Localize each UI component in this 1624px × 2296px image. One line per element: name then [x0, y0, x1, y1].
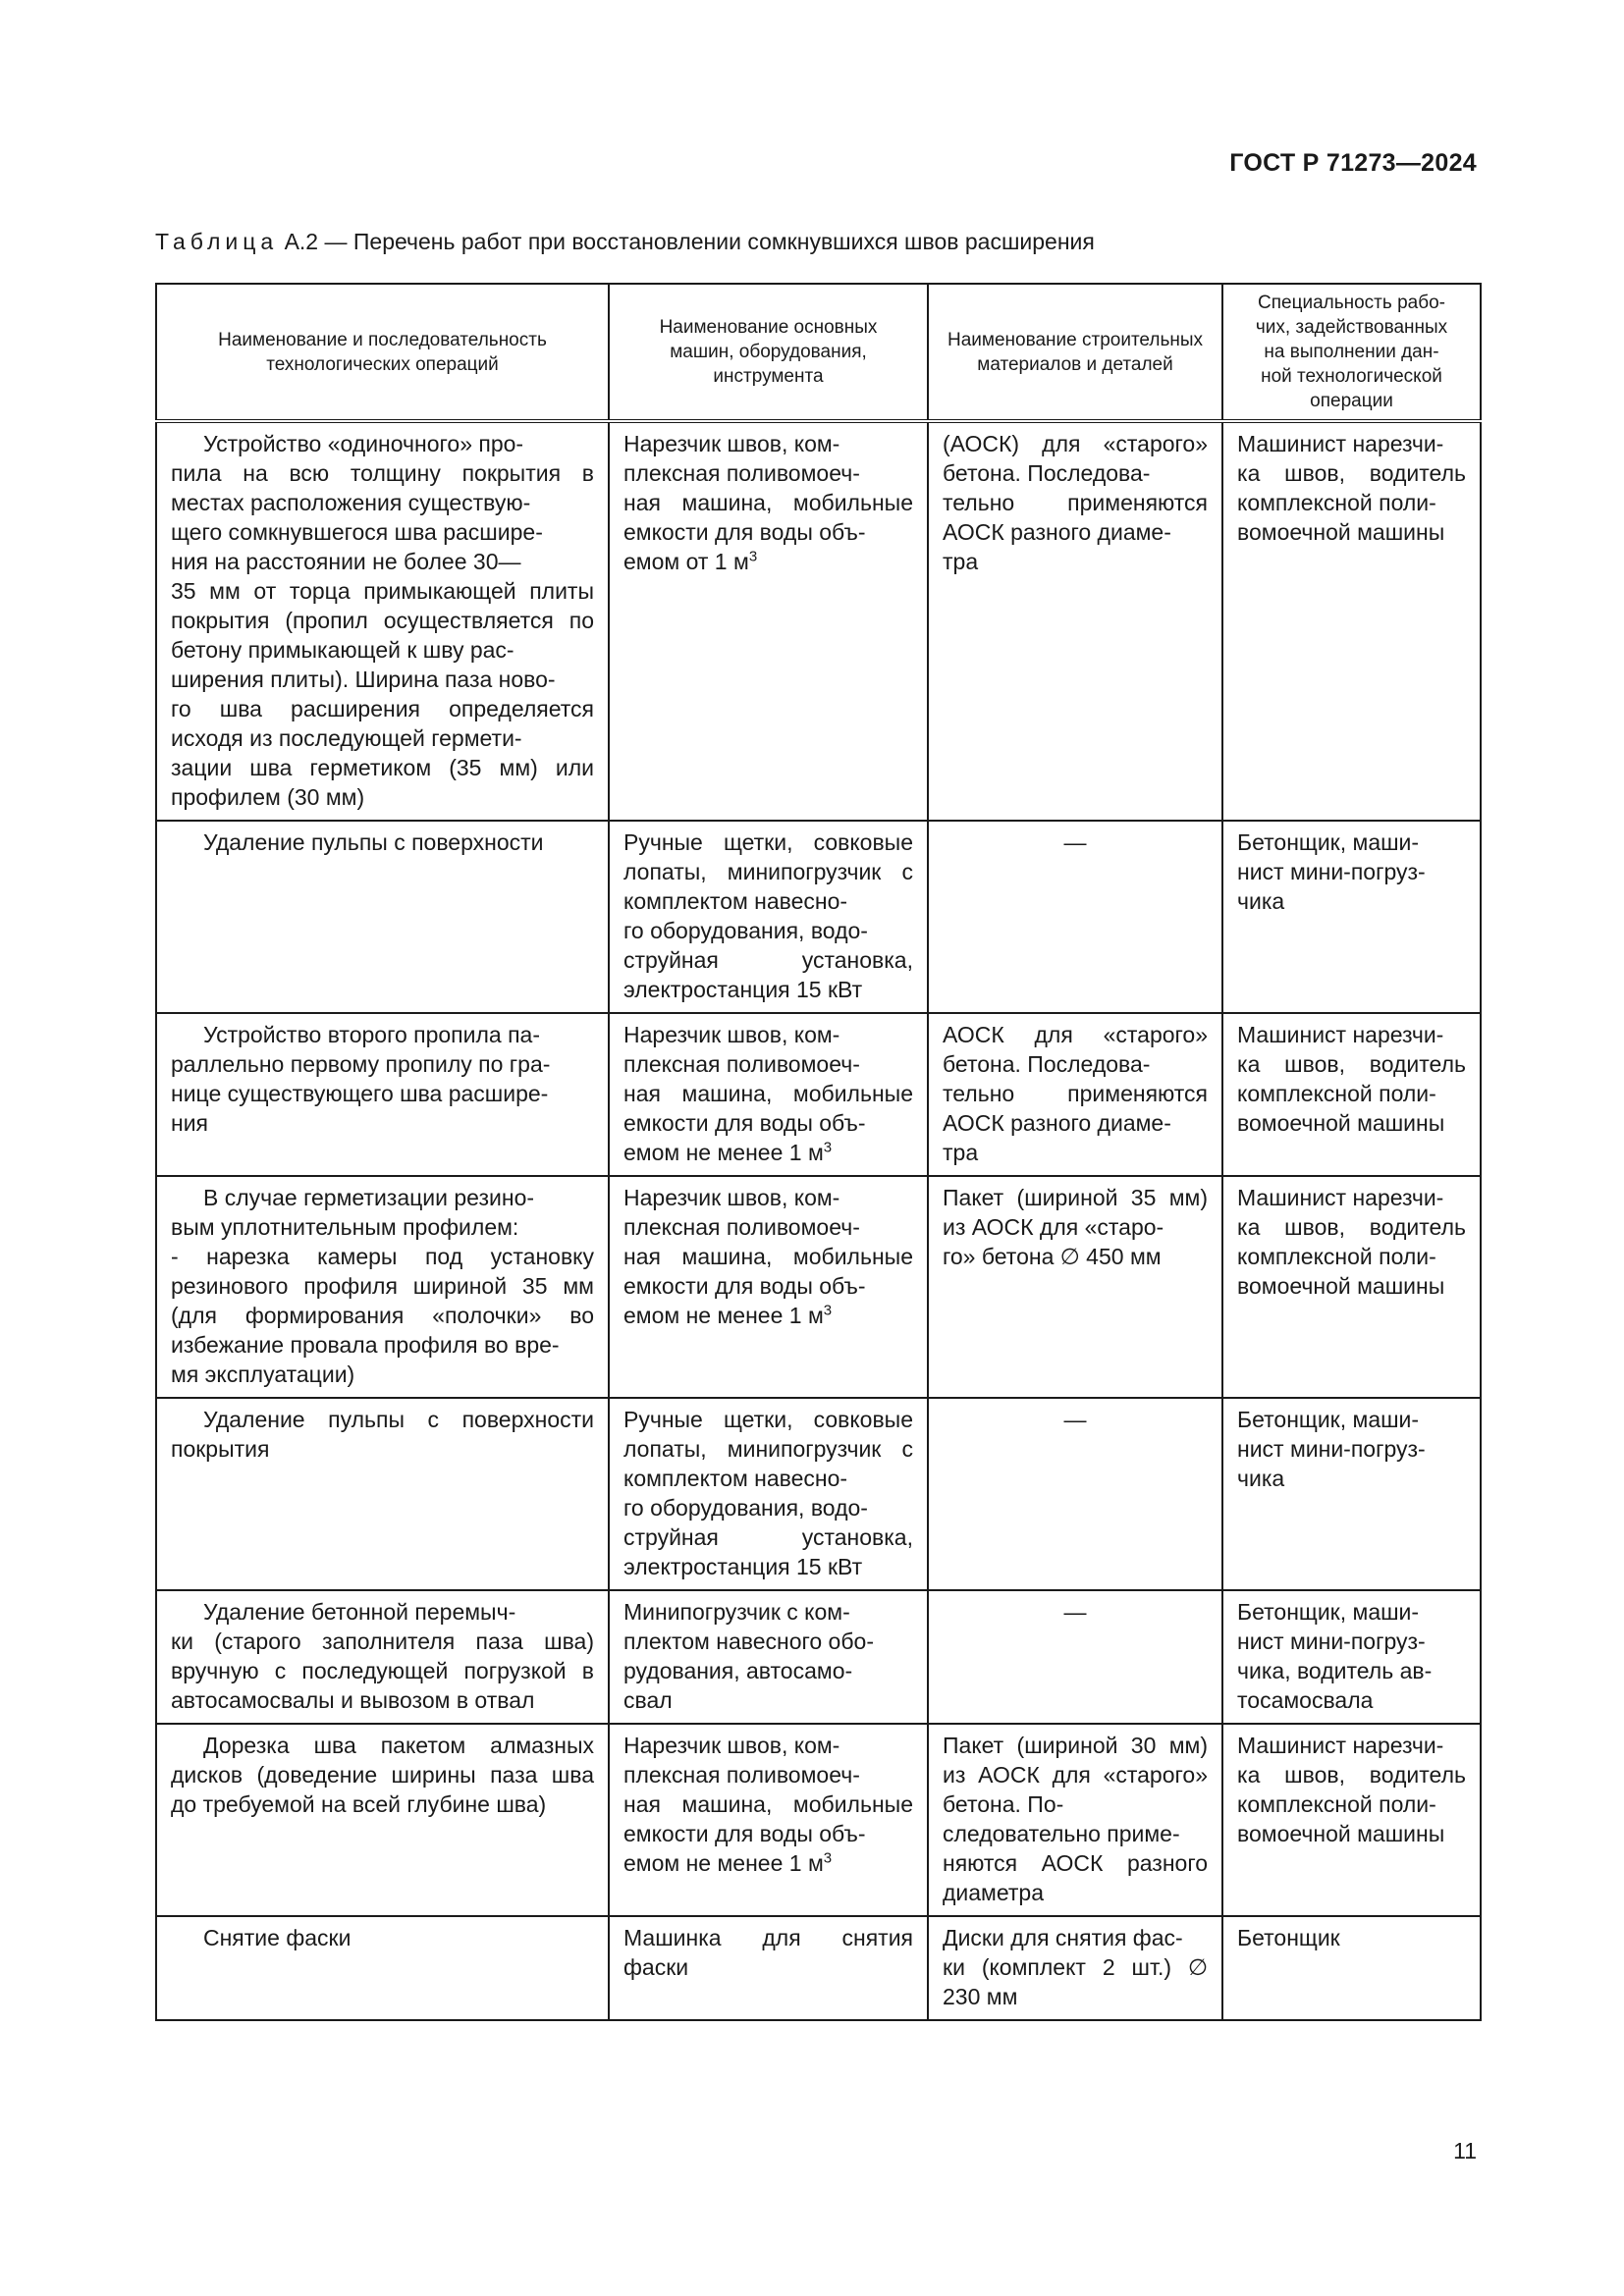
cell-machines-text: Машинка для снятия фаски [623, 1925, 913, 1980]
table-row [156, 421, 1481, 821]
header-specialty: Специальность рабо- чих, задействованных на выполнении дан- ной технологической операции [1222, 284, 1481, 421]
cell-specialty: Машинист нарезчи- ка швов, водитель комплексной поли- вомоечной машины [1222, 1013, 1481, 1176]
cell-materials: АОСК для «старого» бетона. Последова- тельно применяются АОСК разного диаме- тра [928, 1013, 1222, 1176]
table-caption-text: А.2 — Перечень работ при восстановлении сомкнувшихся швов расширения [278, 229, 1095, 254]
cell-specialty: Бетонщик [1222, 1916, 1481, 2020]
cell-materials: — [928, 821, 1222, 1013]
header-operations: Наименование и последовательность технологических операций [156, 284, 609, 421]
cell-specialty: Бетонщик, маши- нист мини-погруз- чика, водитель ав- тосамосвала [1222, 1590, 1481, 1724]
cell-operation: Устройство «одиночного» про- пила на всю толщину покрытия в местах расположения существую- щего сомкнувшегося шва расшире- ния на расстоянии не более 30— 35 мм от торца примыкающей плиты покрытия (пропил осуществляется по бетону примыкающей к шву рас- ширения плиты). Ширина паза ново- го шва расширения определяется исходя из последующей гермети- зации шва герметиком (35 мм) или профилем (30 мм) [156, 421, 609, 821]
cell-machines [609, 1724, 928, 1916]
cell-specialty: Бетонщик, маши- нист мини-погруз- чика [1222, 821, 1481, 1013]
cell-machines-superscript: 3 [823, 1139, 833, 1156]
cell-specialty: Машинист нарезчи- ка швов, водитель комплексной поли- вомоечной машины [1222, 1724, 1481, 1916]
table-row [156, 1590, 1481, 1724]
cell-specialty: Бетонщик, маши- нист мини-погруз- чика [1222, 1398, 1481, 1590]
cell-machines [609, 821, 928, 1013]
cell-machines-superscript: 3 [823, 1849, 833, 1867]
table-row [156, 1013, 1481, 1176]
table-caption-prefix: Таблица [155, 229, 279, 254]
cell-materials: Пакет (шириной 35 мм) из АОСК для «старо- го» бетона ∅ 450 мм [928, 1176, 1222, 1398]
cell-specialty: Машинист нарезчи- ка швов, водитель комплексной поли- вомоечной машины [1222, 421, 1481, 821]
cell-machines [609, 421, 928, 821]
cell-machines-superscript: 3 [823, 1302, 833, 1319]
cell-materials: (АОСК) для «старого» бетона. Последова- тельно применяются АОСК разного диаме- тра [928, 421, 1222, 821]
table-row [156, 1724, 1481, 1916]
cell-machines-text: Нарезчик швов, ком- плексная поливомоеч- ная машина, мобильные емкости для воды объ- емом от 1 м [623, 431, 913, 574]
cell-machines [609, 1590, 928, 1724]
cell-machines [609, 1398, 928, 1590]
cell-operation: Дорезка шва пакетом алмазных дисков (доведение ширины паза шва до требуемой на всей глубине шва) [156, 1724, 609, 1916]
cell-materials: Диски для снятия фас- ки (комплект 2 шт.) ∅ 230 мм [928, 1916, 1222, 2020]
cell-operation: Удаление бетонной перемыч- ки (старого заполнителя паза шва) вручную с последующей погрузкой в автосамосвалы и вывозом в отвал [156, 1590, 609, 1724]
works-table [155, 283, 1482, 2021]
cell-machines-text: Минипогрузчик с ком- плектом навесного обо- рудования, автосамо- свал [623, 1599, 874, 1713]
page-number: 11 [1453, 2138, 1477, 2163]
cell-materials: — [928, 1590, 1222, 1724]
cell-machines-text: Нарезчик швов, ком- плексная поливомоеч- ная машина, мобильные емкости для воды объ- емом не менее 1 м [623, 1022, 913, 1165]
cell-operation: В случае герметизации резино- вым уплотнительным профилем: - нарезка камеры под установку резинового профиля шириной 35 мм (для формирования «полочки» во избежание провала профиля во вре- мя эксплуатации) [156, 1176, 609, 1398]
cell-operation: Удаление пульпы с поверхности покрытия [156, 1398, 609, 1590]
table-row [156, 821, 1481, 1013]
header-machines: Наименование основных машин, оборудования, инструмента [609, 284, 928, 421]
table-header-row [156, 284, 1481, 421]
cell-machines [609, 1176, 928, 1398]
cell-machines [609, 1916, 928, 2020]
cell-operation: Снятие фаски [156, 1916, 609, 2020]
cell-specialty: Машинист нарезчи- ка швов, водитель комплексной поли- вомоечной машины [1222, 1176, 1481, 1398]
document-code: ГОСТ Р 71273—2024 [1229, 149, 1477, 177]
table-body [156, 421, 1481, 2020]
table-caption [155, 229, 1095, 255]
table-row [156, 1176, 1481, 1398]
header-materials: Наименование строительных материалов и деталей [928, 284, 1222, 421]
cell-operation: Удаление пульпы с поверхности [156, 821, 609, 1013]
table-row [156, 1916, 1481, 2020]
cell-machines-text: Ручные щетки, совковые лопаты, минипогрузчик с комплектом навесно- го оборудования, водо- струйная установка, электростанция 15 кВт [623, 829, 913, 1002]
cell-operation: Устройство второго пропила па- раллельно первому пропилу по гра- нице существующего шва расшире- ния [156, 1013, 609, 1176]
cell-machines [609, 1013, 928, 1176]
cell-machines-superscript: 3 [748, 548, 758, 565]
cell-machines-text: Нарезчик швов, ком- плексная поливомоеч- ная машина, мобильные емкости для воды объ- емом не менее 1 м [623, 1185, 913, 1328]
cell-materials: Пакет (шириной 30 мм) из АОСК для «старого» бетона. По- следовательно приме- няются АОСК разного диаметра [928, 1724, 1222, 1916]
cell-machines-text: Нарезчик швов, ком- плексная поливомоеч- ная машина, мобильные емкости для воды объ- емом не менее 1 м [623, 1733, 913, 1876]
cell-machines-text: Ручные щетки, совковые лопаты, минипогрузчик с комплектом навесно- го оборудования, водо- струйная установка, электростанция 15 кВт [623, 1407, 913, 1579]
cell-materials: — [928, 1398, 1222, 1590]
table-row [156, 1398, 1481, 1590]
